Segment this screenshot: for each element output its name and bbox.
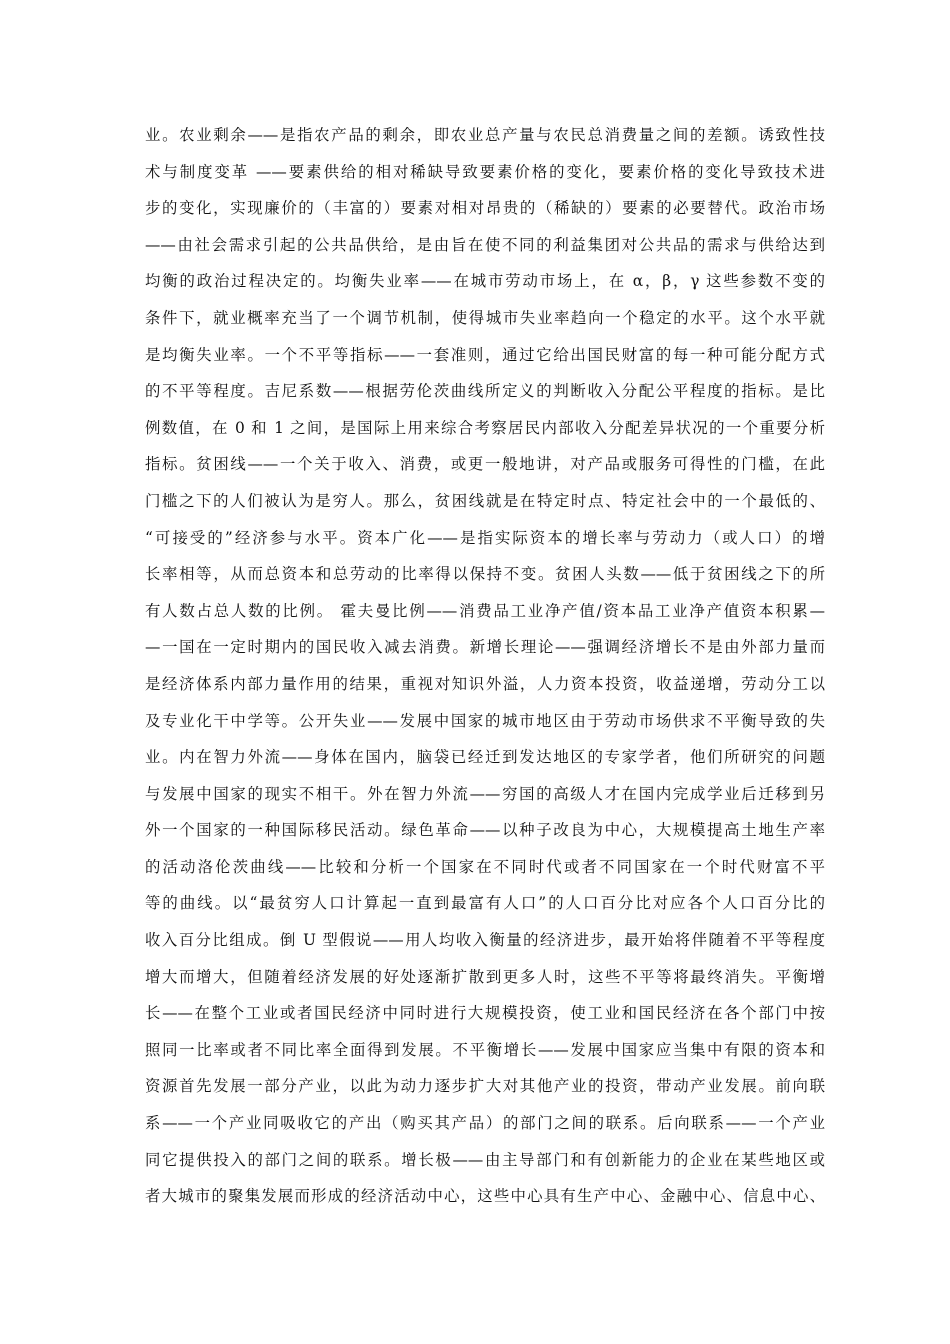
text-line: 增大而增大，但随着经济发展的好处逐渐扩散到更多人时，这些不平等将最终消失。平衡增 [145, 967, 825, 986]
text-line: 业。内在智力外流——身体在国内，脑袋已经迁到发达地区的专家学者，他们所研究的问题 [145, 748, 825, 767]
text-line: 照同一比率或者不同比率全面得到发展。不平衡增长——发展中国家应当集中有限的资本和 [145, 1040, 825, 1059]
text-line: 同它提供投入的部门之间的联系。增长极——由主导部门和有创新能力的企业在某些地区或 [145, 1150, 825, 1169]
text-line: 收入百分比组成。倒 U 型假说——用人均收入衡量的经济进步，最开始将伴随着不平等程度 [145, 931, 825, 950]
text-line: 指标。贫困线——一个关于收入、消费，或更一般地讲，对产品或服务可得性的门槛，在此 [145, 455, 825, 474]
text-line: 系——一个产业同吸收它的产出（购买其产品）的部门之间的联系。后向联系——一个产业 [145, 1114, 825, 1133]
text-line: 术与制度变革 ——要素供给的相对稀缺导致要素价格的变化，要素价格的变化导致技术进 [145, 162, 825, 181]
text-line: —一国在一定时期内的国民收入减去消费。新增长理论——强调经济增长不是由外部力量而 [145, 638, 825, 657]
text-line: 例数值，在 0 和 1 之间，是国际上用来综合考察居民内部收入分配差异状况的一个重要分析 [145, 418, 825, 437]
text-line: 是经济体系内部力量作用的结果，重视对知识外溢，人力资本投资，收益递增，劳动分工以 [145, 674, 825, 693]
text-line: 外一个国家的一种国际移民活动。绿色革命——以种子改良为中心，大规模提高土地生产率 [145, 821, 825, 840]
text-line: 均衡的政治过程决定的。均衡失业率——在城市劳动市场上，在 α，β，γ 这些参数不变的 [145, 272, 825, 291]
text-line: 与发展中国家的现实不相干。外在智力外流——穷国的高级人才在国内完成学业后迁移到另 [145, 784, 825, 803]
text-line: 有人数占总人数的比例。 霍夫曼比例——消费品工业净产值/资本品工业净产值资本积累— [145, 601, 825, 620]
text-line: 长——在整个工业或者国民经济中同时进行大规模投资，使工业和国民经济在各个部门中按 [145, 1004, 825, 1023]
text-line: ——由社会需求引起的公共品供给，是由旨在使不同的利益集团对公共品的需求与供给达到 [145, 235, 825, 254]
text-line: 的活动洛伦茨曲线——比较和分析一个国家在不同时代或者不同国家在一个时代财富不平 [145, 857, 825, 876]
text-line: 及专业化干中学等。公开失业——发展中国家的城市地区由于劳动市场供求不平衡导致的失 [145, 711, 825, 730]
text-line: 长率相等，从而总资本和总劳动的比率得以保持不变。贫困人头数——低于贫困线之下的所 [145, 565, 825, 584]
text-line: 业。农业剩余——是指农产品的剩余，即农业总产量与农民总消费量之间的差额。诱致性技 [145, 126, 825, 144]
text-line: 资源首先发展一部分产业，以此为动力逐步扩大对其他产业的投资，带动产业发展。前向联 [145, 1077, 825, 1096]
text-line: 是均衡失业率。一个不平等指标——一套准则，通过它给出国民财富的每一种可能分配方式 [145, 345, 825, 364]
text-line: 步的变化，实现廉价的（丰富的）要素对相对昂贵的（稀缺的）要素的必要替代。政治市场 [145, 199, 825, 218]
text-line: 门槛之下的人们被认为是穷人。那么，贫困线就是在特定时点、特定社会中的一个最低的、 [145, 491, 825, 510]
text-line: 等的曲线。以“最贫穷人口计算起一直到最富有人口”的人口百分比对应各个人口百分比的 [145, 894, 825, 913]
text-line: “可接受的”经济参与水平。资本广化——是指实际资本的增长率与劳动力（或人口）的增 [145, 528, 825, 547]
body-text [145, 117, 825, 1215]
text-line: 的不平等程度。吉尼系数——根据劳伦茨曲线所定义的判断收入分配公平程度的指标。是比 [145, 382, 825, 401]
text-line: 者大城市的聚集发展而形成的经济活动中心，这些中心具有生产中心、金融中心、信息中心、 [145, 1187, 825, 1206]
text-line: 条件下，就业概率充当了一个调节机制，使得城市失业率趋向一个稳定的水平。这个水平就 [145, 308, 825, 327]
